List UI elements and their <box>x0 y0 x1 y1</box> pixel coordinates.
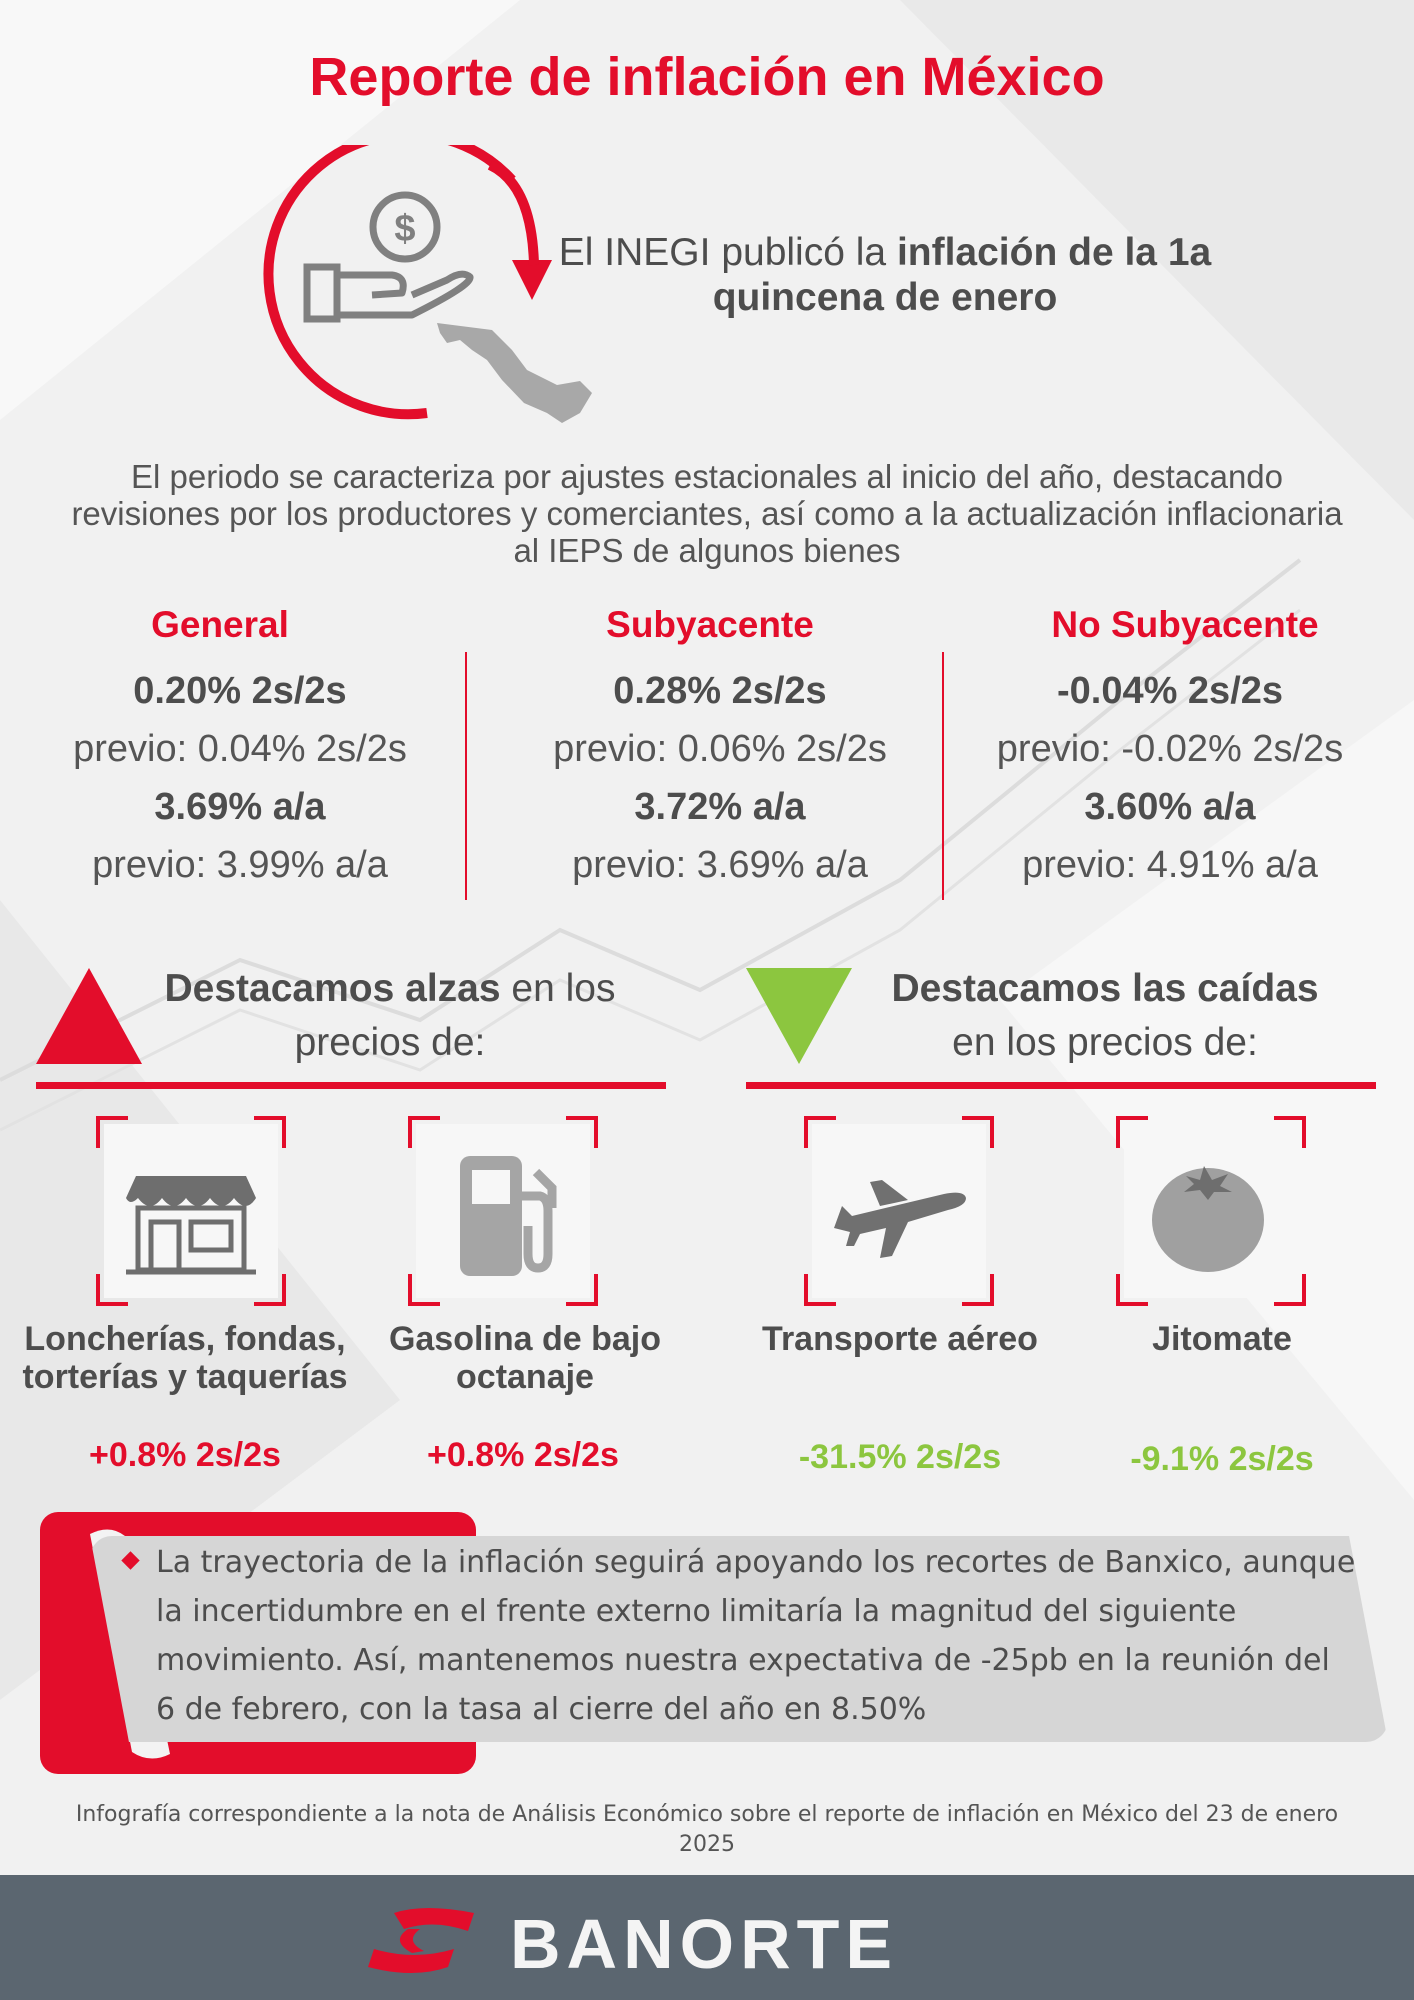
stat-annual: 3.60% a/a <box>1084 786 1256 828</box>
brand-wordmark: BANORTE <box>510 1905 899 1983</box>
item-frame-jitomate <box>1116 1116 1306 1306</box>
item-frame-transporte <box>804 1116 994 1306</box>
item-frame-loncherias <box>96 1116 286 1306</box>
item-value-gasolina: +0.8% 2s/2s <box>427 1436 619 1474</box>
stat-heading: No Subyacente <box>1051 604 1319 645</box>
item-label-jitomate: Jitomate <box>1152 1320 1292 1358</box>
stat-biweekly: 0.20% 2s/2s <box>133 670 347 712</box>
rises-divider <box>36 1082 666 1089</box>
stat-column-no-subyacente <box>940 600 1400 894</box>
note-text: La trayectoria de la inflación seguirá apoyando los recortes de Banxico, aunque la incertidumbre en el frente externo limitaría la magnitud del siguiente movimiento. Así, mantenemos nuestra expectativa de -25pb en la reunión del 6 de febrero, con la tasa al cierre del año en 8.50% <box>156 1545 1356 1727</box>
stat-column-general <box>10 600 470 894</box>
stat-column-subyacente <box>490 600 950 894</box>
item-label-transporte: Transporte aéreo <box>762 1320 1038 1358</box>
page-title: Reporte de inflación en México <box>309 47 1105 107</box>
item-value-jitomate: -9.1% 2s/2s <box>1130 1440 1314 1478</box>
item-value-transporte: -31.5% 2s/2s <box>798 1438 1002 1476</box>
footnote: Infografía correspondiente a la nota de Análisis Económico sobre el reporte de inflación en México del 23 de enero 2025 <box>75 1802 1339 1857</box>
stat-biweekly-prev: previo: 0.04% 2s/2s <box>73 728 407 770</box>
falls-heading: Destacamos las caídas en los precios de: <box>891 967 1319 1064</box>
stat-biweekly-prev: previo: 0.06% 2s/2s <box>553 728 887 770</box>
stat-biweekly-prev: previo: -0.02% 2s/2s <box>996 728 1344 770</box>
banorte-logo-icon <box>364 1905 484 1975</box>
period-description: El periodo se caracteriza por ajustes estacionales al inicio del año, destacando revisiones por los productores y comerciantes, así como a la actualización inflacionaria al IEPS de algunos bienes <box>71 458 1343 569</box>
stat-annual-prev: previo: 4.91% a/a <box>1022 844 1318 886</box>
triangle-down-icon <box>746 968 852 1064</box>
item-label-loncherias: Loncherías, fondas, torterías y taquerías <box>22 1320 348 1396</box>
svg-text:$: $ <box>394 208 416 250</box>
column-divider <box>465 652 467 900</box>
stat-annual: 3.69% a/a <box>154 786 326 828</box>
item-label-gasolina: Gasolina de bajo octanaje <box>388 1320 662 1396</box>
airplane-icon <box>824 1136 974 1286</box>
stat-biweekly: -0.04% 2s/2s <box>1056 670 1284 712</box>
stat-annual-prev: previo: 3.99% a/a <box>92 844 388 886</box>
item-frame-gasolina <box>408 1116 598 1306</box>
stat-heading: General <box>151 604 289 645</box>
fuel-pump-icon <box>428 1136 578 1286</box>
rises-heading: Destacamos alzas en los precios de: <box>164 967 616 1064</box>
falls-divider <box>746 1082 1376 1089</box>
tomato-icon <box>1136 1136 1286 1286</box>
item-value-loncherias: +0.8% 2s/2s <box>89 1436 281 1474</box>
stat-annual-prev: previo: 3.69% a/a <box>572 844 868 886</box>
stat-heading: Subyacente <box>606 604 814 645</box>
stat-annual: 3.72% a/a <box>634 786 806 828</box>
intro-text: El INEGI publicó la inflación de la 1a quincena de enero <box>558 231 1212 319</box>
triangle-up-icon <box>36 968 142 1064</box>
storefront-icon <box>116 1136 266 1286</box>
stat-biweekly: 0.28% 2s/2s <box>613 670 827 712</box>
